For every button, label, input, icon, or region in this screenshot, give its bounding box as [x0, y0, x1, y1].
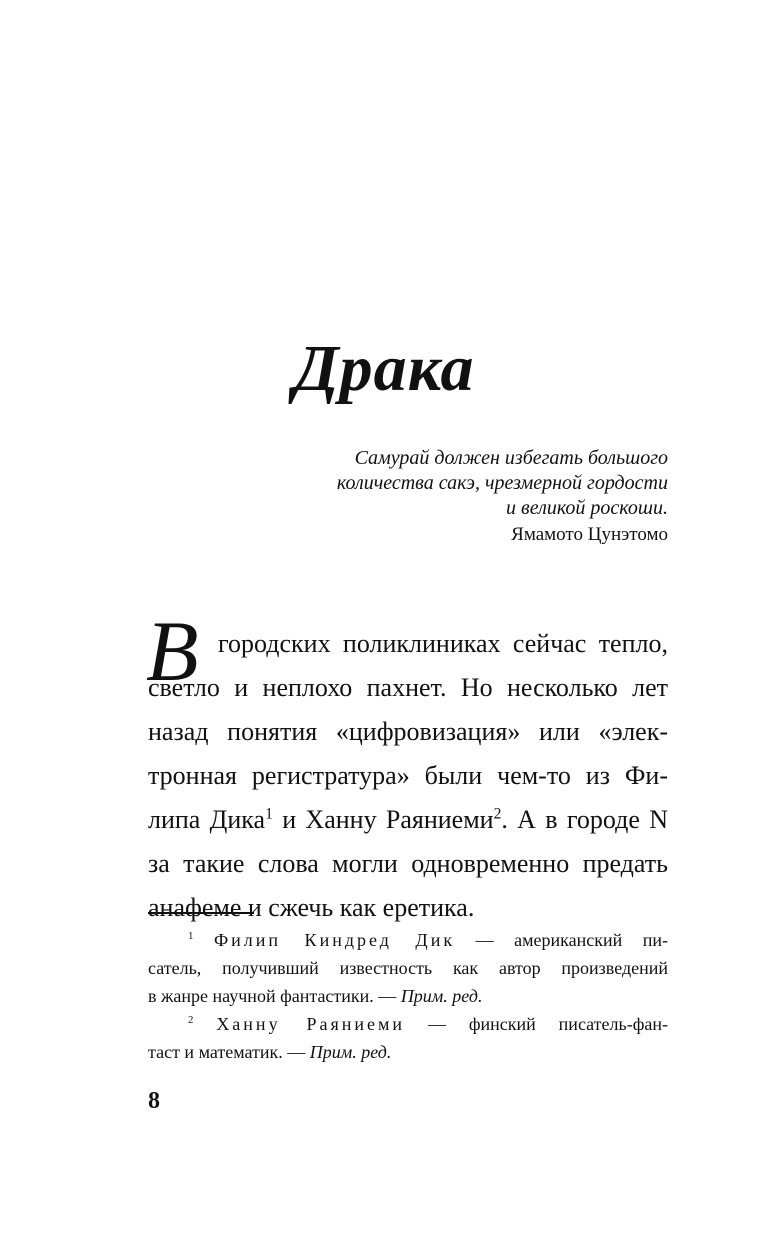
text-fragment: — американский пи-	[455, 930, 668, 950]
body-line: городских поликлиниках сейчас тепло,	[218, 629, 668, 658]
body-line: светло и неплохо пахнет. Но несколько лет	[148, 673, 668, 702]
body-line	[148, 798, 668, 842]
footnote-1-line: сатель, получивший известность как автор произведений	[148, 958, 668, 978]
body-line: за такие слова могли одновременно предать	[148, 849, 668, 878]
text-fragment: в жанре научной фантастики. —	[148, 986, 401, 1006]
body-line: назад понятия «цифровизация» или «элек-	[148, 717, 668, 746]
page-number: 8	[148, 1088, 160, 1114]
footnote-2-line	[148, 1010, 668, 1038]
epigraph-line: и великой роскоши.	[506, 497, 668, 519]
text-fragment: таст и математик. —	[148, 1042, 310, 1062]
epigraph-author: Ямамото Цунэтомо	[511, 524, 668, 545]
footnote-name: Филип Киндред Дик	[213, 930, 456, 950]
text-fragment: . А в городе N	[501, 805, 668, 834]
text-fragment: и Ханну Раяниеми	[272, 805, 494, 834]
footnote-2-line	[148, 1038, 668, 1066]
footnote-1-line	[148, 926, 668, 954]
text-fragment: — финский писатель-фан-	[405, 1014, 668, 1034]
body-line: тронная регистратура» были чем-то из Фи-	[148, 761, 668, 790]
body-line: анафеме и сжечь как еретика.	[148, 893, 475, 922]
body-paragraph	[148, 622, 668, 930]
epigraph	[248, 446, 668, 521]
epigraph-line: Самурай должен избегать большого	[354, 447, 668, 469]
chapter-title: Драка	[293, 332, 475, 406]
editor-note: Прим. ред.	[309, 1042, 392, 1062]
footnote-1-line	[148, 982, 668, 1010]
editor-note: Прим. ред.	[400, 986, 483, 1006]
footnote-name: Ханну Раяниеми	[216, 1014, 406, 1034]
footnotes	[148, 926, 668, 1066]
footnote-ref-2[interactable]: 2	[493, 805, 502, 823]
footnote-divider	[148, 912, 254, 914]
drop-cap: В	[146, 603, 199, 699]
epigraph-line: количества сакэ, чрезмерной гордости	[336, 472, 668, 494]
text-fragment: липа Дика	[148, 805, 266, 834]
footnote-mark: 2	[188, 1014, 194, 1026]
footnote-mark: 1	[188, 930, 194, 942]
footnote-ref-1[interactable]: 1	[265, 805, 273, 823]
